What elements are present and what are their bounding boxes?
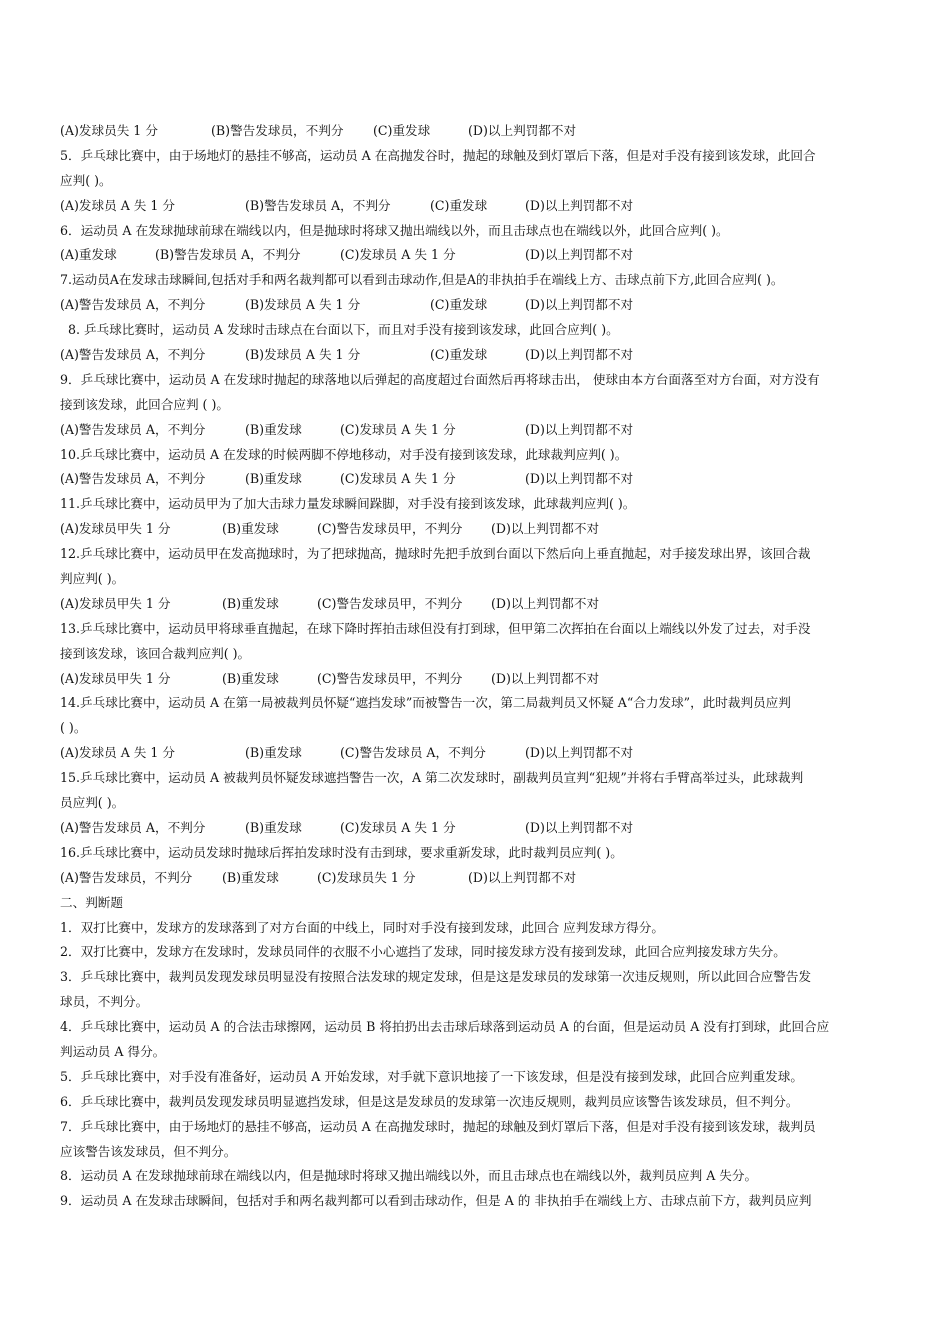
answer-option-c: (C)重发球 xyxy=(430,347,488,363)
text-line: 5．乒乓球比赛中，对手没有准备好，运动员 A 开始发球，对手就下意识地接了一下该发球，但是没有接到发球，此回合应判重发球。 xyxy=(60,1068,803,1084)
answer-option-b: (B)重发球 xyxy=(245,745,302,761)
text-line: 球员，不判分。 xyxy=(60,994,149,1010)
answer-option-d: (D)以上判罚都不对 xyxy=(525,819,634,835)
text-line: 员应判( )。 xyxy=(60,795,125,811)
answer-option-b: (B)发球员 A 失 1 分 xyxy=(245,347,361,363)
text-line: 9．乒乓球比赛中，运动员 A 在发球时抛起的球落地以后弹起的高度超过台面然后再将球击出， 使球由本方台面落至对方台面，对方没有 xyxy=(60,371,820,387)
text-line: 6．乒乓球比赛中，裁判员发现发球员明显遮挡发球，但是这是发球员的发球第一次违反规则，裁判员应该警告该发球员，但不判分。 xyxy=(60,1093,799,1109)
answer-option-c: (C)发球员失 1 分 xyxy=(317,869,416,885)
answer-option-b: (B)发球员 A 失 1 分 xyxy=(245,297,361,313)
answer-option-c: (C)警告发球员甲，不判分 xyxy=(317,595,463,611)
answer-option-b: (B)警告发球员 A，不判分 xyxy=(155,247,301,263)
text-line: 14.乒乓球比赛中，运动员 A 在第一局被裁判员怀疑“遮挡发球”而被警告一次，第二局裁判员又怀疑 A“合力发球”，此时裁判员应判 xyxy=(60,695,791,711)
text-line: 10.乒乓球比赛中，运动员 A 在发球的时候两脚不停地移动，对手没有接到该发球，此球裁判应判( )。 xyxy=(60,446,628,462)
text-line: 8．运动员 A 在发球抛球前球在端线以内，但是抛球时将球又抛出端线以外，而且击球点也在端线以外，裁判员应判 A 失分。 xyxy=(60,1168,758,1184)
answer-option-c: (C)发球员 A 失 1 分 xyxy=(340,471,456,487)
answer-option-a: (A)发球员 A 失 1 分 xyxy=(60,745,176,761)
text-line: 应判( )。 xyxy=(60,172,112,188)
section-heading: 二、判断题 xyxy=(60,894,123,910)
answer-option-d: (D)以上判罚都不对 xyxy=(525,421,634,437)
answer-options xyxy=(60,243,910,268)
answer-option-d: (D)以上判罚都不对 xyxy=(525,347,634,363)
answer-option-c: (C)发球员 A 失 1 分 xyxy=(340,819,456,835)
answer-options xyxy=(60,467,910,492)
answer-option-a: (A)发球员失 1 分 xyxy=(60,123,158,138)
text-line: 8. 乒乓球比赛时，运动员 A 发球时击球点在台面以下，而且对手没有接到该发球，此回合应判( )。 xyxy=(68,322,619,338)
text-line: 16.乒乓球比赛中，运动员发球时抛球后挥拍发球时没有击到球，要求重新发球，此时裁判员应判( )。 xyxy=(60,844,623,860)
answer-option-b: (B)重发球 xyxy=(245,471,302,487)
answer-option-a: (A)警告发球员 A，不判分 xyxy=(60,421,206,437)
answer-option-d: (D)以上判罚都不对 xyxy=(525,471,634,487)
answer-options xyxy=(60,667,910,692)
text-line: 7．乒乓球比赛中，由于场地灯的悬挂不够高，运动员 A 在高抛发球时，抛起的球触及到灯罩后下落，但是对手没有接到该发球，裁判员 xyxy=(60,1118,816,1134)
text-line: 接到该发球，此回合应判 ( )。 xyxy=(60,396,229,412)
text-line: 判运动员 A 得分。 xyxy=(60,1043,166,1059)
answer-option-c: (C)警告发球员 A，不判分 xyxy=(340,745,486,761)
answer-options xyxy=(60,293,910,318)
answer-option-b: (B)重发球 xyxy=(222,521,279,537)
answer-option-a: (A)发球员甲失 1 分 xyxy=(60,521,171,537)
text-line: 4．乒乓球比赛中，运动员 A 的合法击球擦网，运动员 B 将拍扔出去击球后球落到运动员 A 的台面，但是运动员 A 没有打到球，此回合应 xyxy=(60,1019,830,1035)
answer-options xyxy=(60,418,910,443)
answer-option-c: (C)重发球 xyxy=(373,123,431,138)
text-line: 2．双打比赛中，发球方在发球时，发球员同伴的衣服不小心遮挡了发球，同时接发球方没有接到发球，此回合应判接发球方失分。 xyxy=(60,944,786,960)
text-line: 11.乒乓球比赛中，运动员甲为了加大击球力量发球瞬间跺脚，对手没有接到该发球，此球裁判应判( )。 xyxy=(60,496,636,512)
answer-option-a: (A)发球员甲失 1 分 xyxy=(60,595,171,611)
answer-option-a: (A)重发球 xyxy=(60,247,117,263)
answer-option-d: (D)以上判罚都不对 xyxy=(468,869,577,885)
answer-option-d: (D)以上判罚都不对 xyxy=(525,197,634,213)
answer-option-b: (B)重发球 xyxy=(222,670,279,686)
text-line: 7.运动员A在发球击球瞬间,包括对手和两名裁判都可以看到击球动作,但是A的非执拍手在端线上方、击球点前下方,此回合应判( )。 xyxy=(60,272,784,288)
answer-option-d: (D)以上判罚都不对 xyxy=(525,297,634,313)
answer-option-c: (C)发球员 A 失 1 分 xyxy=(340,247,456,263)
answer-option-d: (D)以上判罚都不对 xyxy=(491,521,600,537)
answer-option-c: (C)重发球 xyxy=(430,297,488,313)
text-line: 15.乒乓球比赛中，运动员 A 被裁判员怀疑发球遮挡警告一次，A 第二次发球时，副裁判员宣判“犯规”并将右手臂高举过头，此球裁判 xyxy=(60,770,804,786)
answer-option-b: (B)重发球 xyxy=(245,819,302,835)
text-line: 9．运动员 A 在发球击球瞬间，包括对手和两名裁判都可以看到击球动作，但是 A 的 非执拍手在端线上方、击球点前下方，裁判员应判 xyxy=(60,1193,812,1209)
answer-option-c: (C)警告发球员甲，不判分 xyxy=(317,521,463,537)
document-body xyxy=(60,119,910,1214)
answer-option-a: (A)警告发球员 A，不判分 xyxy=(60,297,206,313)
answer-option-a: (A)警告发球员 A，不判分 xyxy=(60,471,206,487)
text-line: 13.乒乓球比赛中，运动员甲将球垂直抛起，在球下降时挥拍击球但没有打到球，但甲第二次挥拍在台面以上端线以外发了过去，对手没 xyxy=(60,620,811,636)
answer-option-b: (B)重发球 xyxy=(245,421,302,437)
answer-option-a: (A)警告发球员，不判分 xyxy=(60,869,193,885)
answer-option-a: (A)警告发球员 A，不判分 xyxy=(60,819,206,835)
answer-option-c: (C)重发球 xyxy=(430,197,488,213)
answer-option-c: (C)警告发球员甲，不判分 xyxy=(317,670,463,686)
answer-option-b: (B)警告发球员，不判分 xyxy=(211,123,344,138)
answer-option-d: (D)以上判罚都不对 xyxy=(491,595,600,611)
text-line: 3．乒乓球比赛中，裁判员发现发球员明显没有按照合法发球的规定发球，但是这是发球员的发球第一次违反规则，所以此回合应警告发 xyxy=(60,969,812,985)
answer-option-d: (D)以上判罚都不对 xyxy=(491,670,600,686)
text-line: 12.乒乓球比赛中，运动员甲在发高抛球时，为了把球抛高，抛球时先把手放到台面以下然后向上垂直抛起，对手接发球出界，该回合裁 xyxy=(60,546,811,562)
text-line: 应该警告该发球员，但不判分。 xyxy=(60,1143,237,1159)
answer-options xyxy=(60,866,910,891)
text-line: 接到该发球，该回合裁判应判( )。 xyxy=(60,645,251,661)
text-line: 判应判( )。 xyxy=(60,571,125,587)
text-line: 5．乒乓球比赛中，由于场地灯的悬挂不够高，运动员 A 在高抛发谷时，抛起的球触及到灯罩后下落，但是对手没有接到该发球，此回合 xyxy=(60,147,816,163)
answer-option-a: (A)发球员 A 失 1 分 xyxy=(60,197,176,213)
text-line: 1．双打比赛中，发球方的发球落到了对方台面的中线上，同时对手没有接到发球，此回合 应判发球方得分。 xyxy=(60,919,664,935)
answer-option-a: (A)警告发球员 A，不判分 xyxy=(60,347,206,363)
text-line: 6．运动员 A 在发球抛球前球在端线以内，但是抛球时将球又抛出端线以外，而且击球点也在端线以外，此回合应判( )。 xyxy=(60,222,729,238)
answer-option-d: (D)以上判罚都不对 xyxy=(525,247,634,263)
answer-option-a: (A)发球员甲失 1 分 xyxy=(60,670,171,686)
answer-options xyxy=(60,119,910,144)
answer-options xyxy=(60,343,910,368)
answer-option-b: (B)警告发球员 A，不判分 xyxy=(245,197,391,213)
answer-options xyxy=(60,517,910,542)
answer-option-b: (B)重发球 xyxy=(222,595,279,611)
text-line: ( )。 xyxy=(60,720,87,736)
answer-options xyxy=(60,741,910,766)
answer-option-d: (D)以上判罚都不对 xyxy=(468,123,577,138)
answer-option-d: (D)以上判罚都不对 xyxy=(525,745,634,761)
answer-options xyxy=(60,816,910,841)
answer-options xyxy=(60,194,910,219)
answer-option-c: (C)发球员 A 失 1 分 xyxy=(340,421,456,437)
answer-option-b: (B)重发球 xyxy=(222,869,279,885)
answer-options xyxy=(60,592,910,617)
